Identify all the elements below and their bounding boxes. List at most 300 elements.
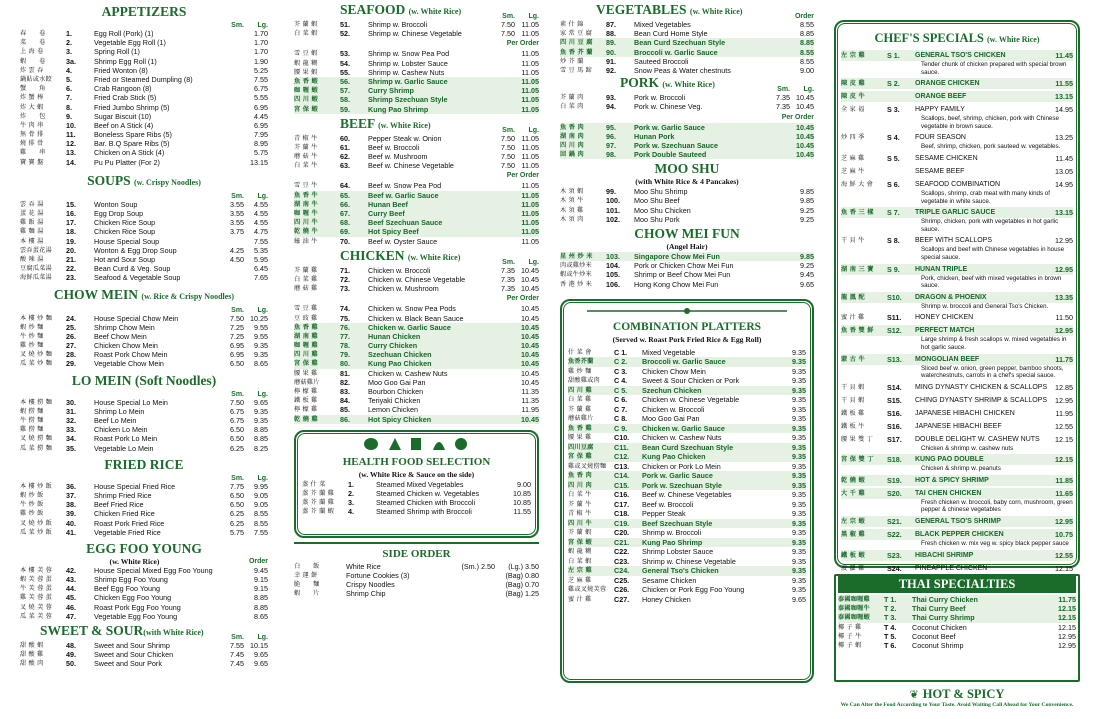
item-number: 42. <box>66 565 76 575</box>
item-name: Egg Roll (Pork) (1) <box>94 29 154 38</box>
chinese-name: 炸 大 蝦 <box>20 103 44 111</box>
item-name: TRIPLE GARLIC SAUCE <box>915 209 996 217</box>
price-large: (Bag) 1.25 <box>505 589 539 599</box>
item-number: 93. <box>606 93 616 103</box>
item-name: Steamed Chicken w. Vegetables <box>376 488 480 498</box>
price-small <box>758 367 782 377</box>
chinese-name: 木 須 肉 <box>560 215 584 223</box>
order-label: Order <box>248 557 268 565</box>
menu-item <box>20 158 268 167</box>
item-number: 90. <box>606 47 616 57</box>
price-small: 6.75 <box>230 416 244 425</box>
combo-item <box>568 481 806 491</box>
menu-item <box>20 130 268 139</box>
item-name: White Rice <box>346 561 381 571</box>
pork-title: PORK <box>620 75 659 91</box>
item-number: 81. <box>340 368 350 378</box>
chef-special-item <box>841 235 1073 261</box>
menu-item <box>838 623 1076 632</box>
chinese-name: 鐵 板 牛 <box>841 422 865 430</box>
price-large: 10.45 <box>796 93 814 103</box>
item-name: Thai Curry Shrimp <box>912 613 975 623</box>
item-number: 105. <box>606 270 620 280</box>
chinese-name: 芥 蘭 蝦 <box>294 21 318 28</box>
chinese-name: 大 千 雞 <box>841 489 865 497</box>
price-small <box>491 323 515 332</box>
item-number <box>887 166 915 177</box>
chinese-name: 雲 吞 湯 <box>20 200 44 208</box>
item-name: Fried or Steamed Dumpling (8) <box>94 74 193 84</box>
chinese-name: 蒸 芥 蘭 雞 <box>302 499 335 507</box>
item-number: 30. <box>66 397 76 407</box>
item-number: 98. <box>606 150 616 160</box>
menu-item <box>294 95 539 104</box>
moo-shu-note: (with White Rice & 4 Pancakes) <box>635 177 739 187</box>
combo-item <box>568 566 806 576</box>
chinese-name: 鐵 板 雞 <box>294 397 318 405</box>
menu-item <box>560 132 814 141</box>
item-name: Chicken w. Cashew Nuts <box>368 368 448 378</box>
menu-item <box>294 304 539 313</box>
item-number: 31. <box>66 406 76 416</box>
price-small: (Sm.) 2.50 <box>461 561 495 571</box>
seafood-list-b <box>294 49 539 113</box>
seafood-title: SEAFOOD <box>340 2 406 17</box>
price-large: 10.45 <box>521 414 539 424</box>
menu-item <box>560 20 814 29</box>
chef-special-item <box>841 434 1073 453</box>
chef-special-item <box>841 292 1073 311</box>
chinese-name: 甜 酸 蝦 <box>20 642 44 649</box>
price-large: 9.55 <box>254 322 268 332</box>
menu-item <box>20 528 268 537</box>
price-large: 13.15 <box>250 157 268 167</box>
chinese-name: 雪 豆 牛 <box>294 182 318 190</box>
price-large: 5.95 <box>254 254 268 264</box>
price-large: 11.55 <box>513 507 531 517</box>
price-large: 8.85 <box>254 434 268 444</box>
chinese-name: 蝦或牛炒米 <box>560 271 592 279</box>
egg-foo-young-title: EGG FOO YOUNG <box>86 540 202 556</box>
sm-label: Sm. <box>502 13 515 20</box>
item-number: 76. <box>340 322 350 332</box>
item-name: Thai Curry Chicken <box>912 595 978 604</box>
item-name: Beef Lo Mein <box>94 416 137 425</box>
price: 12.55 <box>1055 550 1073 560</box>
price-large: 7.55 <box>254 236 268 246</box>
item-name: TAI CHEN CHICKEN <box>915 489 982 497</box>
item-description: Tender chunk of chicken prepared with special brown sauce. <box>921 61 1067 76</box>
price: 11.75 <box>1055 354 1073 364</box>
item-number: 79. <box>340 350 350 360</box>
item-name: Bean Curd Szechuan Style <box>634 38 726 48</box>
price-small <box>491 332 515 341</box>
price-small: 4.50 <box>230 254 244 264</box>
price-small <box>766 66 790 75</box>
menu-item <box>294 378 539 387</box>
sweet-sour-note: (with White Rice) <box>143 628 204 637</box>
item-number: 83. <box>340 387 350 396</box>
chinese-name: 炒 四 季 <box>841 134 865 142</box>
beef-list-b <box>294 181 539 245</box>
price-small <box>766 48 790 57</box>
item-number: 32. <box>66 416 76 425</box>
price: 12.95 <box>1055 236 1073 246</box>
lg-label: Lg. <box>528 258 539 266</box>
per-order-label: Per Order <box>506 295 539 303</box>
chef-special-item <box>841 529 1073 548</box>
chef-special-item <box>841 91 1073 102</box>
item-name: Chicken w. Black Bean Sauce <box>368 313 464 323</box>
price-small <box>483 480 507 489</box>
combo-item <box>568 528 806 538</box>
menu-item <box>560 215 814 224</box>
chinese-name: 素 什 錦 <box>560 21 584 28</box>
item-name: Shrimp Lobster Sauce <box>642 547 714 557</box>
chinese-name: 雞 串 <box>20 149 46 157</box>
menu-item <box>20 359 268 368</box>
price-large: 4.45 <box>254 111 268 121</box>
menu-item <box>20 209 268 218</box>
item-number: 80. <box>340 359 350 369</box>
item-name: Kung Pao Shrimp <box>642 537 703 547</box>
price-small <box>220 47 244 56</box>
item-description: Fresh chicken w. mix veg w. spicy black pepper sauce <box>921 540 1069 548</box>
item-number: S 2. <box>887 79 900 89</box>
price-large: 10.45 <box>521 331 539 341</box>
chinese-name: 芥 蘭 雞 <box>568 405 592 413</box>
price-large: 9.35 <box>792 528 806 538</box>
chinese-name: 白 飯 <box>294 562 320 570</box>
price-small <box>483 498 507 507</box>
price-small <box>220 29 244 38</box>
price-small <box>758 490 782 500</box>
chinese-name: 乾 燒 雞 <box>294 415 318 423</box>
chinese-name: 蝦 芙 蓉 蛋 <box>20 576 53 584</box>
price-large: 9.00 <box>517 479 531 489</box>
price-large: 11.35 <box>521 396 539 406</box>
health-food-note: (w. White Rice & Sauce on the side) <box>358 469 475 479</box>
sweet-sour-list <box>20 641 268 669</box>
price-large: 8.55 <box>800 20 814 29</box>
menu-item <box>20 273 268 282</box>
price-large: 11.05 <box>521 29 539 39</box>
menu-item <box>294 359 539 368</box>
item-name: Shrimp w. Chinese Vegetable <box>642 556 736 566</box>
item-name: Beef w. Chinese Vegetables <box>642 490 732 500</box>
item-name: Shrimp w. Snow Pea Pod <box>368 49 450 59</box>
chinese-name: 芥 蘭 蝦 <box>568 529 592 537</box>
price-small: 7.50 <box>230 313 244 323</box>
chef-special-item <box>841 78 1073 89</box>
menu-item <box>20 575 268 584</box>
per-order-label: Per Order <box>506 172 539 180</box>
item-name: Shrimp Chip <box>346 589 386 599</box>
lo-mein-list <box>20 398 268 453</box>
chow-mei-fun-note: (Angel Hair) <box>666 242 708 251</box>
per-order-label: Per Order <box>506 40 539 48</box>
price-large: (Bag) 0.80 <box>505 570 539 580</box>
lg-label: Lg. <box>257 390 268 398</box>
item-name: Beef w. Broccoli <box>642 499 694 509</box>
combo-item <box>568 538 806 548</box>
chinese-name: 雪 豆 雞 <box>294 305 318 313</box>
combination-platters-box <box>560 299 814 683</box>
chinese-name: 芥 蘭 肉 <box>560 94 584 102</box>
item-name: Chicken on A Stick (4) <box>94 148 165 158</box>
item-name: Spring Roll (1) <box>94 47 140 57</box>
menu-item <box>838 632 1076 641</box>
chinese-name: 牛 芙 蓉 蛋 <box>20 585 53 593</box>
chinese-name: 肉或雞炒米 <box>560 262 592 270</box>
chinese-name: 蝦 龍 糊 <box>294 59 318 67</box>
price-small <box>758 414 782 424</box>
item-number: 7. <box>66 93 72 103</box>
chinese-name: 炸 雲 吞 <box>20 66 44 74</box>
menu-item <box>560 150 814 159</box>
price: 12.95 <box>1055 264 1073 274</box>
item-description: Shrimp w. broccoli and General Tso's Chicken. <box>921 302 1049 310</box>
sm-label: Sm. <box>777 86 790 94</box>
item-number: S20. <box>887 488 902 498</box>
price-small <box>766 206 790 215</box>
combo-item <box>568 500 806 510</box>
chinese-name: 芝 麻 雞 <box>568 576 592 584</box>
chinese-name: 蝦 龍 糊 <box>568 548 592 556</box>
chinese-name: 魚 香 芥 蘭 <box>560 48 593 56</box>
price-large: 8.95 <box>254 139 268 149</box>
item-name: Chicken Lo Mein <box>94 425 148 435</box>
price: 14.95 <box>1055 179 1073 189</box>
item-number: 59. <box>340 104 350 114</box>
price-small <box>491 359 515 368</box>
price-small <box>758 566 782 576</box>
price-large: 9.65 <box>254 659 268 669</box>
price-large: 10.45 <box>796 140 814 150</box>
chef-special-item <box>841 475 1073 486</box>
item-name: HOT & SPICY SHRIMP <box>915 476 989 484</box>
price-small: 6.50 <box>230 425 244 435</box>
item-number: S11. <box>887 313 902 323</box>
lo-mein-title: LO MEIN (Soft Noodles) <box>71 372 217 388</box>
chicken-note: (w. White Rice) <box>407 252 461 262</box>
chef-special-item <box>841 516 1073 527</box>
menu-item <box>20 425 268 434</box>
price-large: 9.65 <box>254 650 268 660</box>
price-small <box>758 443 782 453</box>
menu-item <box>560 196 814 205</box>
price-large: 8.55 <box>800 56 814 66</box>
menu-item <box>20 139 268 148</box>
item-number: T 5. <box>884 631 897 641</box>
item-number: 4. <box>348 507 354 517</box>
price-small <box>766 29 790 38</box>
chinese-name: 豆腐瓜菜湯 <box>20 265 52 273</box>
item-name: House Special Mixed Egg Foo Young <box>94 565 213 575</box>
price-small <box>758 547 782 557</box>
menu-item <box>302 489 531 498</box>
item-name: Pork or Chicken Chow Mei Fun <box>634 261 734 271</box>
price: 11.85 <box>1055 475 1073 485</box>
item-name: BEEF WITH SCALLOPS <box>915 237 993 245</box>
price-large: 9.35 <box>792 547 806 557</box>
item-name: Moo Shu Beef <box>634 196 680 206</box>
item-number: 25. <box>66 322 76 332</box>
beef-title: BEEF <box>340 115 375 131</box>
chinese-name: 炒 芥 蘭 <box>560 57 584 65</box>
price-large: 9.95 <box>254 481 268 491</box>
item-number: 60. <box>340 133 350 143</box>
price-large: 11.05 <box>521 95 539 105</box>
item-number: C 7. <box>614 404 628 414</box>
price-small <box>491 105 515 114</box>
item-name: Beef w. Snow Pea Pod <box>368 181 442 191</box>
item-name: Pu Pu Platter (For 2) <box>94 157 160 167</box>
menu-item <box>294 580 539 589</box>
vegetables-list <box>560 20 814 75</box>
health-food-title: HEALTH FOOD SELECTION <box>342 455 491 468</box>
item-number: C 1. <box>614 347 628 357</box>
item-number: 75. <box>340 313 350 323</box>
menu-item <box>20 407 268 416</box>
price-large: 4.55 <box>254 218 268 228</box>
price-large: 9.65 <box>254 397 268 407</box>
item-number: 43. <box>66 575 76 585</box>
price-large: 11.05 <box>521 218 539 228</box>
chow-mein-note: (w. Rice & Crispy Noodles) <box>141 291 235 301</box>
item-name: Chicken w. Garlic Sauce <box>642 423 725 433</box>
item-name: Shrimp w. Garlic Sauce <box>368 76 448 86</box>
chinese-name: 湖 南 三 寶 <box>841 265 874 273</box>
price-large: 10.45 <box>521 304 539 314</box>
moo-shu-list <box>560 187 814 224</box>
price-small <box>220 93 244 102</box>
price: 11.50 <box>1055 313 1073 323</box>
chinese-name: 宮 保 蝦 <box>294 105 318 113</box>
item-number: C15. <box>614 480 630 490</box>
item-number: 91. <box>606 56 616 66</box>
item-number: T 4. <box>884 622 897 632</box>
chinese-name: 木 須 蝦 <box>560 188 584 196</box>
item-name: Wonton & Egg Drop Soup <box>94 245 177 255</box>
item-number: 22. <box>66 264 76 274</box>
menu-item <box>294 29 539 38</box>
price-large: 4.55 <box>254 209 268 218</box>
menu-item <box>20 57 268 66</box>
price-large: 12.95 <box>1058 631 1076 641</box>
item-number: 92. <box>606 65 616 75</box>
menu-item <box>294 152 539 161</box>
chinese-name: 泰國咖喱蝦 <box>838 614 870 622</box>
item-number: C 4. <box>614 376 628 386</box>
item-description: Scallops, beef, shrimp, chicken, pork with Chinese vegetable in brown sauce. <box>921 115 1059 130</box>
item-name: Moo Goo Gai Pan <box>368 377 426 387</box>
item-description: Fresh chicken w. broccoli, baby corn, mushroom, green pepper & chinese vegetables <box>921 498 1073 514</box>
price-large: 11.05 <box>521 86 539 96</box>
chef-special-item <box>841 153 1073 164</box>
chinese-name: 牛 炒 麵 <box>20 332 44 340</box>
menu-item <box>20 29 268 38</box>
chinese-name: 咖 喱 牛 <box>294 210 318 217</box>
menu-item <box>560 48 814 57</box>
menu-item <box>20 500 268 509</box>
chefs-specials-title: CHEF'S SPECIALS <box>874 31 984 45</box>
lg-label: Lg. <box>257 634 268 641</box>
item-number: S22. <box>887 530 902 540</box>
item-name: Roast Pork Egg Foo Young <box>94 602 181 612</box>
item-number: 3a. <box>66 56 76 66</box>
price-small <box>758 500 782 510</box>
price-large: 9.45 <box>254 565 268 575</box>
menu-item <box>838 641 1076 650</box>
menu-item <box>294 161 539 170</box>
item-number: 17. <box>66 218 76 228</box>
item-number: C 8. <box>614 414 628 424</box>
price-large: 9.35 <box>792 585 806 595</box>
item-name: Shrimp Fried Rice <box>94 490 152 500</box>
chinese-name: 椰 子 牛 <box>838 632 862 640</box>
menu-item <box>294 415 539 424</box>
price: 12.95 <box>1055 517 1073 527</box>
price-large: 10.45 <box>521 341 539 351</box>
chinese-name: 四 川 雞 <box>294 351 318 359</box>
chinese-name: 瓜 菜 撈 麵 <box>20 444 53 452</box>
chefs-specials-note: (w. White Rice) <box>987 35 1040 44</box>
price-large: 8.65 <box>254 611 268 621</box>
item-number: 87. <box>606 20 616 29</box>
item-name: Hot Spicy Chicken <box>368 414 432 424</box>
chinese-name: 咖 喱 蝦 <box>294 87 318 95</box>
menu-item <box>294 218 539 227</box>
combo-item <box>568 595 806 605</box>
price-large: 9.15 <box>254 584 268 594</box>
combo-item <box>568 367 806 377</box>
chinese-name: 芥 蘭 雞 <box>294 266 318 274</box>
combo-item <box>568 519 806 529</box>
price-large: 10.45 <box>796 102 814 112</box>
price-large: 8.85 <box>254 602 268 612</box>
item-name: Beef w. Mushroom <box>368 152 428 162</box>
chinese-name: 本 樓 炒 麵 <box>20 314 53 322</box>
price: 11.95 <box>1055 408 1073 418</box>
item-number: 71. <box>340 265 350 275</box>
item-number: 45. <box>66 593 76 603</box>
item-name: Beef Fried Rice <box>94 500 144 510</box>
menu-item <box>838 595 1076 604</box>
chef-special-item <box>841 382 1073 393</box>
item-number: 97. <box>606 140 616 150</box>
item-number: C23. <box>614 556 630 566</box>
price-large: 11.05 <box>521 152 539 162</box>
item-number: 11. <box>66 130 76 140</box>
chinese-name: 炸 包 <box>20 112 46 120</box>
item-number: 65. <box>340 190 350 200</box>
item-number: 39. <box>66 509 76 519</box>
price: 12.95 <box>1055 326 1073 336</box>
item-name: Moo Shu Pork <box>634 214 680 224</box>
price-large: (Bag) 0.70 <box>505 580 539 590</box>
item-name: Beef Chow Mein <box>94 331 147 341</box>
chinese-name: 四 川 肉 <box>568 481 592 489</box>
price-small <box>491 49 515 58</box>
chinese-name: 白 菜 蝦 <box>294 30 318 38</box>
item-name: Hunan Beef <box>368 199 408 209</box>
combo-item <box>568 471 806 481</box>
item-number: C19. <box>614 518 630 528</box>
chef-special-item <box>841 132 1073 151</box>
menu-item <box>20 416 268 425</box>
item-number: S12. <box>887 326 902 336</box>
